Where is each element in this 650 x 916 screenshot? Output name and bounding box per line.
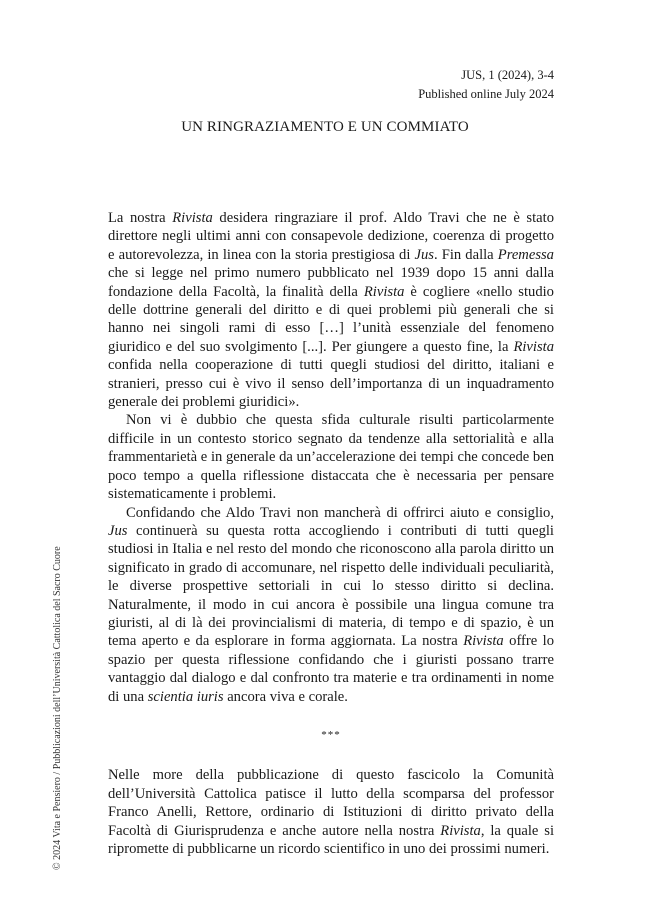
paragraph-1: La nostra Rivista desidera ringraziare il prof. Aldo Travi che ne è stato direttore negli ultimi anni con consapevole dedizione, coerenza di progetto e autorevolezza, in linea con la storia prestigiosa di Jus. Fin dalla Premessa che si legge nel primo numero pubblicato nel 1939 dopo 15 anni dalla fondazione della Facoltà, la finalità della Rivista è cogliere «nello studio delle dottrine generali del diritto e di quei problemi più generali che si hanno nei singoli rami di esso […] l’unità essenziale del fenomeno giuridico e del suo svolgimento [...]. Per giungere a questo fine, la Rivista confida nella cooperazione di tutti quegli studiosi del diritto, italiani e stranieri, presso cui è vivo il senso dell’importanza di un inquadramento generale dei problemi giuridici». [108, 210, 554, 411]
paragraph-4: Nelle more della pubblicazione di questo fascicolo la Comunità dell’Università Cattolica patisce il lutto della scomparsa del professor Franco Anelli, Rettore, ordinario di Istituzioni di diritto privato della Facoltà di Giurisprudenza e anche autore nella nostra Rivista, la quale si ripromette di pubblicarne un ricordo scientifico in uno dei prossimi numeri. [108, 767, 554, 857]
paragraph-2: Non vi è dubbio che questa sfida culturale risulti particolarmente difficile in un contesto storico segnato da tendenze alla settorialità e alla frammentarietà e in generale da un’accelerazione dei tempi che concede ben poco tempo a quella riflessione distaccata che è necessaria per pensare sistematicamente i problemi. [108, 412, 554, 503]
section-separator: *** [321, 728, 341, 741]
paragraph-3: Confidando che Aldo Travi non mancherà di offrirci aiuto e consiglio, Jus continuerà su questa rotta accogliendo i contributi di tutti quegli studiosi in Italia e nel resto del mondo che riconoscono alla parola diritto un significato in grado di accomunare, nel rispetto delle individuali peculiarità, le diverse prospettive settoriali in cui lo stesso diritto si declina. Naturalmente, il modo in cui ancora è possibile una lingua comune tra giuristi, al di là dei provincialismi di materia, di tempo e di spazio, è un tema aperto e da esplorare in forma aggiornata. La nostra Rivista offre lo spazio per questa riflessione confidando che i giuristi possano trarre vantaggio dal dialogo e dal confronto tra materie e tra ordinamenti in nome di una scientia iuris ancora viva e corale. [108, 504, 555, 705]
journal-citation: JUS, 1 (2024), 3-4 [461, 68, 554, 82]
publication-date: Published online July 2024 [418, 87, 554, 101]
header-meta [418, 66, 554, 104]
article-title: UN RINGRAZIAMENTO E UN COMMIATO [181, 119, 469, 135]
article-body [108, 209, 554, 858]
copyright-notice: © 2024 Vita e Pensiero / Pubblicazioni dell’Università Cattolica del Sacro Cuore [52, 546, 63, 870]
